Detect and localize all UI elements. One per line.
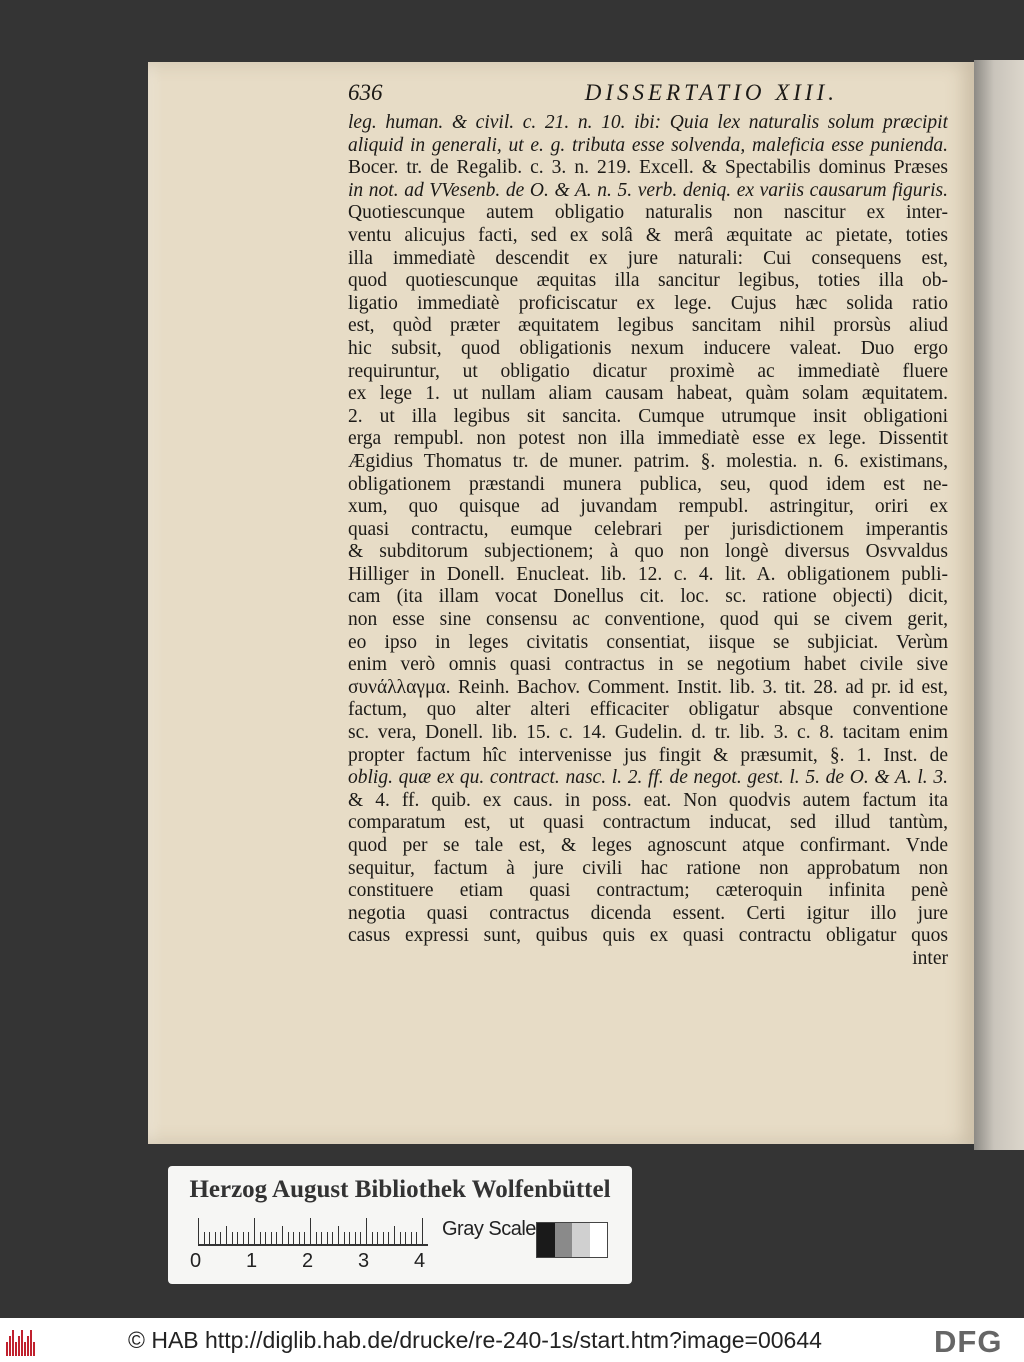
gray-scale-label: Gray Scale xyxy=(442,1218,536,1240)
gray-swatch xyxy=(537,1223,555,1257)
text-line: quasi contractu, eumque celebrari per jurisdictionem imperantis xyxy=(348,518,948,540)
logo-bar xyxy=(21,1330,23,1356)
text-line: casus expressi sunt, quibus quis ex quasi contractu obligatur quos xyxy=(348,925,948,947)
ruler-tick xyxy=(344,1232,345,1244)
ruler-tick xyxy=(271,1232,272,1244)
ruler-tick xyxy=(332,1232,333,1244)
ruler-tick xyxy=(226,1226,227,1244)
text-line: ligatio immediatè proficiscatur ex lege. Cujus hæc solida ratio xyxy=(348,292,948,314)
dfg-logo: DFG xyxy=(934,1324,1003,1359)
ruler-tick xyxy=(366,1218,367,1244)
ruler-tick xyxy=(355,1232,356,1244)
gray-scale-bars xyxy=(536,1222,608,1258)
text-line: & subditorum subjectionem; à quo non longè diversus Osvvaldus xyxy=(348,541,948,563)
gray-swatch xyxy=(590,1223,608,1257)
copyright-link[interactable]: © HAB http://diglib.hab.de/drucke/re-240-1s/start.htm?image=00644 xyxy=(128,1327,822,1353)
ruler-tick xyxy=(220,1232,221,1244)
text-line: oblig. quæ ex qu. contract. nasc. l. 2. ff. de negot. gest. l. 5. de O. & A. l. 3. xyxy=(348,767,948,789)
text-line: comparatum est, ut quasi contractum inducat, sed illud tantùm, xyxy=(348,812,948,834)
text-line: leg. human. & civil. c. 21. n. 10. ibi: Quia lex naturalis solum præcipit xyxy=(348,112,948,133)
logo-bar xyxy=(18,1336,20,1356)
text-line: requiruntur, ut obligatio dicatur proximè ac immediatè fluere xyxy=(348,360,948,382)
gray-swatch xyxy=(572,1223,590,1257)
text-line: aliquid in generali, ut e. g. tributa esse solvenda, maleficia esse punienda. xyxy=(348,134,948,156)
text-line: cam (ita illam vocat Donellus cit. loc. sc. ratione objecti) dicit, xyxy=(348,586,948,608)
page-number: 636 xyxy=(348,80,383,105)
text-line: Bocer. tr. de Regalib. c. 3. n. 219. Excell. & Spectabilis dominus Præses xyxy=(348,157,948,179)
text-line: ex lege 1. ut nullam aliam causam habeat, quàm solam æquitatem. xyxy=(348,383,948,405)
text-line: sc. vera, Donell. lib. 15. c. 14. Gudelin. d. tr. lib. 3. c. 8. tacitam enim xyxy=(348,722,948,744)
ruler-tick xyxy=(260,1232,261,1244)
text-line: propter factum hîc intervenisse jus fingit & præsumit, §. 1. Inst. de xyxy=(348,744,948,766)
facing-page-edge xyxy=(974,60,1024,1150)
logo-bar xyxy=(30,1330,32,1356)
ruler-tick xyxy=(243,1232,244,1244)
text-line: negotia quasi contractus dicenda essent. Certi igitur illo jure xyxy=(348,902,948,924)
ruler-tick xyxy=(254,1218,255,1244)
viewer-footer xyxy=(0,1318,1024,1362)
text-line: συνάλλαγμα. Reinh. Bachov. Comment. Instit. lib. 3. tit. 28. ad pr. id est, xyxy=(348,676,948,698)
ruler-tick xyxy=(372,1232,373,1244)
ruler-tick xyxy=(383,1232,384,1244)
ruler-tick xyxy=(276,1232,277,1244)
text-line: enim verò omnis quasi contractus in se negotium habet civile sive xyxy=(348,654,948,676)
text-line: xum, quo quisque ad juvandam rempubl. astringitur, oriri ex xyxy=(348,496,948,518)
ruler-tick xyxy=(204,1232,205,1244)
ruler xyxy=(198,1216,428,1246)
text-line: quod quotiescunque æquitas illa sancitur legibus, toties illa ob- xyxy=(348,270,948,292)
text-line: Hilliger in Donell. Enucleat. lib. 12. c. 4. lit. A. obligationem publi- xyxy=(348,563,948,585)
text-lines xyxy=(348,112,948,971)
text-line: hic subsit, quod obligationis nexum inducere valeat. Duo ergo xyxy=(348,337,948,359)
text-line: quod per se tale est, & leges agnoscunt atque confirmant. Vnde xyxy=(348,835,948,856)
text-line: non esse sine consensu ac conventione, quod qui se civem gerit, xyxy=(348,609,948,631)
ruler-tick xyxy=(416,1232,417,1244)
text-line: in not. ad VVesenb. de O. & A. n. 5. verb. deniq. ex variis causarum figuris. xyxy=(348,179,948,201)
gray-swatch xyxy=(555,1223,573,1257)
ruler-tick xyxy=(388,1232,389,1244)
ruler-tick xyxy=(400,1232,401,1244)
text-line: & 4. ff. quib. ex caus. in poss. eat. Non quodvis autem factum ita xyxy=(348,789,948,811)
text-line: inter xyxy=(912,947,948,969)
logo-bar xyxy=(15,1342,17,1356)
ruler-tick xyxy=(360,1232,361,1244)
ruler-tick xyxy=(310,1218,311,1244)
ruler-tick xyxy=(405,1232,406,1244)
text-line: Quotiescunque autem obligatio naturalis non nascitur ex inter- xyxy=(348,202,948,224)
ruler-tick xyxy=(237,1232,238,1244)
ruler-number: 2 xyxy=(302,1250,314,1272)
ruler-tick xyxy=(377,1232,378,1244)
ruler-tick xyxy=(198,1218,199,1244)
ruler-tick xyxy=(299,1232,300,1244)
logo-bar xyxy=(12,1330,14,1356)
running-title: DISSERTATIO XIII. xyxy=(584,80,838,105)
ruler-number: 0 xyxy=(190,1250,202,1272)
logo-bar xyxy=(6,1342,8,1356)
logo-bar xyxy=(9,1336,11,1356)
ruler-tick xyxy=(265,1232,266,1244)
text-line: est, quòd præter æquitatem legibus sancitam nihil prorsùs aliud xyxy=(348,315,948,337)
ruler-tick xyxy=(293,1232,294,1244)
ruler-tick xyxy=(304,1232,305,1244)
ruler-tick xyxy=(422,1218,423,1244)
ruler-number: 4 xyxy=(414,1250,426,1272)
ruler-tick xyxy=(232,1232,233,1244)
logo-bar xyxy=(24,1342,26,1356)
text-line: sequitur, factum à jure civili hac ratione non approbatum non xyxy=(348,857,948,879)
text-line: 2. ut illa legibus sit sancita. Cumque utrumque insit obligationi xyxy=(348,405,948,427)
ruler-tick xyxy=(349,1232,350,1244)
institution-name: Herzog August Bibliothek Wolfenbüttel xyxy=(189,1176,611,1203)
ruler-number: 1 xyxy=(246,1250,258,1272)
page-header xyxy=(348,80,948,112)
text-line: illa immediatè descendit ex jure naturali: Cui consequens est, xyxy=(348,247,948,269)
text-line: constituere etiam quasi contractum; cæteroquin infinita penè xyxy=(348,880,948,902)
text-line: eo ipso in leges civitatis consentiat, iisque se subjiciat. Verùm xyxy=(348,631,948,653)
ruler-tick xyxy=(282,1226,283,1244)
logo-bar xyxy=(33,1342,35,1356)
ruler-tick xyxy=(321,1232,322,1244)
text-line: Ægidius Thomatus tr. de muner. patrim. §. molestia. n. 6. existimans, xyxy=(348,450,948,472)
ruler-tick xyxy=(248,1232,249,1244)
ruler-tick xyxy=(215,1232,216,1244)
ruler-tick xyxy=(394,1226,395,1244)
ruler-tick xyxy=(316,1232,317,1244)
text-line: ventu alicujus facti, sed ex solâ & merâ æquitate ac pietate, toties xyxy=(348,224,948,246)
hab-logo-icon xyxy=(6,1324,38,1356)
ruler-tick xyxy=(209,1232,210,1244)
ruler-tick xyxy=(288,1232,289,1244)
color-target-card xyxy=(168,1166,632,1284)
ruler-number: 3 xyxy=(358,1250,370,1272)
text-line: erga rempubl. non potest non illa immediatè esse ex lege. Dissentit xyxy=(348,428,948,450)
ruler-tick xyxy=(327,1232,328,1244)
page-text xyxy=(348,80,948,971)
ruler-tick xyxy=(411,1232,412,1244)
logo-bar xyxy=(27,1336,29,1356)
text-line: factum, quo alter alteri efficaciter obligatur absque conventione xyxy=(348,699,948,721)
ruler-tick xyxy=(338,1226,339,1244)
text-line: obligationem præstandi munera publica, seu, quod idem est ne- xyxy=(348,473,948,495)
